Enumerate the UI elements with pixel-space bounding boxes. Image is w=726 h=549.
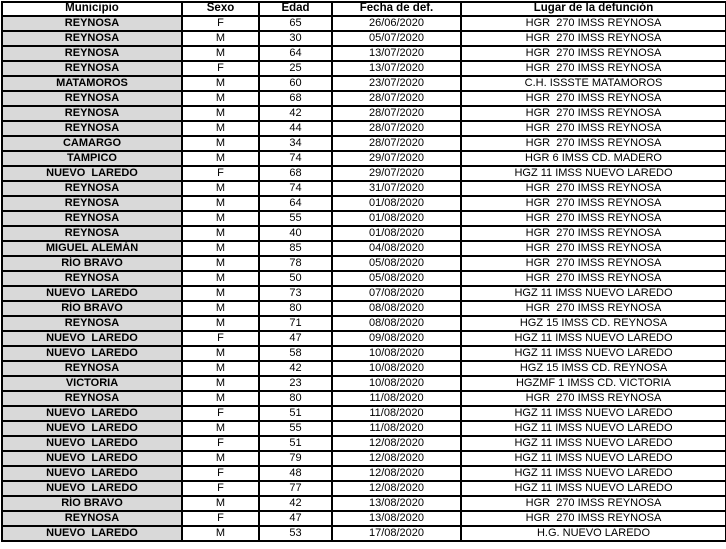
cell-fecha-def: 28/07/2020 — [332, 121, 461, 136]
cell-sexo: M — [182, 271, 259, 286]
cell-sexo: M — [182, 181, 259, 196]
cell-lugar-defuncion: HGR 6 IMSS CD. MADERO — [461, 151, 726, 166]
cell-sexo: M — [182, 316, 259, 331]
table-row — [2, 481, 726, 496]
cell-fecha-def: 11/08/2020 — [332, 406, 461, 421]
table-row — [2, 256, 726, 271]
cell-sexo: M — [182, 526, 259, 542]
cell-edad: 47 — [259, 331, 332, 346]
table-row — [2, 196, 726, 211]
cell-sexo: M — [182, 196, 259, 211]
cell-lugar-defuncion: HGR 270 IMSS REYNOSA — [461, 496, 726, 511]
cell-municipio: REYNOSA — [2, 271, 182, 286]
cell-lugar-defuncion: H.G. NUEVO LAREDO — [461, 526, 726, 542]
table-row — [2, 316, 726, 331]
cell-municipio: REYNOSA — [2, 511, 182, 526]
cell-lugar-defuncion: HGZ 11 IMSS NUEVO LAREDO — [461, 331, 726, 346]
cell-municipio: REYNOSA — [2, 46, 182, 61]
cell-lugar-defuncion: HGZ 11 IMSS NUEVO LAREDO — [461, 421, 726, 436]
cell-edad: 55 — [259, 211, 332, 226]
cell-fecha-def: 08/08/2020 — [332, 316, 461, 331]
cell-fecha-def: 28/07/2020 — [332, 136, 461, 151]
table-row — [2, 286, 726, 301]
cell-edad: 85 — [259, 241, 332, 256]
cell-edad: 74 — [259, 151, 332, 166]
cell-sexo: F — [182, 331, 259, 346]
cell-sexo: F — [182, 436, 259, 451]
cell-municipio: MATAMOROS — [2, 76, 182, 91]
cell-edad: 68 — [259, 91, 332, 106]
cell-sexo: F — [182, 481, 259, 496]
cell-lugar-defuncion: HGR 270 IMSS REYNOSA — [461, 121, 726, 136]
cell-fecha-def: 09/08/2020 — [332, 331, 461, 346]
cell-edad: 80 — [259, 391, 332, 406]
cell-edad: 77 — [259, 481, 332, 496]
cell-edad: 42 — [259, 496, 332, 511]
table-header — [2, 2, 726, 16]
cell-municipio: REYNOSA — [2, 196, 182, 211]
cell-municipio: NUEVO LAREDO — [2, 451, 182, 466]
cell-lugar-defuncion: HGZ 11 IMSS NUEVO LAREDO — [461, 406, 726, 421]
cell-sexo: M — [182, 421, 259, 436]
cell-edad: 23 — [259, 376, 332, 391]
cell-fecha-def: 26/06/2020 — [332, 16, 461, 31]
cell-sexo: M — [182, 91, 259, 106]
cell-sexo: M — [182, 391, 259, 406]
table-row — [2, 376, 726, 391]
cell-lugar-defuncion: HGZ 11 IMSS NUEVO LAREDO — [461, 436, 726, 451]
cell-municipio: REYNOSA — [2, 361, 182, 376]
cell-municipio: NUEVO LAREDO — [2, 331, 182, 346]
cell-sexo: F — [182, 466, 259, 481]
cell-sexo: F — [182, 166, 259, 181]
cell-lugar-defuncion: HGR 270 IMSS REYNOSA — [461, 211, 726, 226]
cell-municipio: REYNOSA — [2, 211, 182, 226]
cell-sexo: M — [182, 226, 259, 241]
table-row — [2, 346, 726, 361]
cell-edad: 34 — [259, 136, 332, 151]
cell-lugar-defuncion: HGR 270 IMSS REYNOSA — [461, 196, 726, 211]
table-row — [2, 31, 726, 46]
cell-fecha-def: 13/07/2020 — [332, 61, 461, 76]
cell-sexo: M — [182, 31, 259, 46]
table-row — [2, 241, 726, 256]
cell-municipio: REYNOSA — [2, 61, 182, 76]
table-row — [2, 76, 726, 91]
cell-fecha-def: 13/07/2020 — [332, 46, 461, 61]
table-row — [2, 16, 726, 31]
cell-fecha-def: 10/08/2020 — [332, 361, 461, 376]
table-row — [2, 436, 726, 451]
cell-municipio: NUEVO LAREDO — [2, 286, 182, 301]
table-row — [2, 331, 726, 346]
cell-municipio: RÍO BRAVO — [2, 256, 182, 271]
cell-fecha-def: 12/08/2020 — [332, 481, 461, 496]
cell-fecha-def: 17/08/2020 — [332, 526, 461, 542]
cell-edad: 64 — [259, 196, 332, 211]
cell-municipio: NUEVO LAREDO — [2, 481, 182, 496]
cell-municipio: REYNOSA — [2, 106, 182, 121]
table-row — [2, 361, 726, 376]
cell-edad: 79 — [259, 451, 332, 466]
cell-municipio: NUEVO LAREDO — [2, 526, 182, 542]
cell-sexo: M — [182, 346, 259, 361]
cell-lugar-defuncion: HGR 270 IMSS REYNOSA — [461, 391, 726, 406]
cell-municipio: NUEVO LAREDO — [2, 166, 182, 181]
column-header-sexo: Sexo — [182, 2, 259, 16]
cell-edad: 78 — [259, 256, 332, 271]
cell-fecha-def: 01/08/2020 — [332, 226, 461, 241]
cell-municipio: REYNOSA — [2, 91, 182, 106]
cell-lugar-defuncion: HGZ 11 IMSS NUEVO LAREDO — [461, 481, 726, 496]
cell-fecha-def: 05/07/2020 — [332, 31, 461, 46]
cell-edad: 40 — [259, 226, 332, 241]
cell-sexo: M — [182, 496, 259, 511]
cell-lugar-defuncion: HGR 270 IMSS REYNOSA — [461, 271, 726, 286]
cell-fecha-def: 05/08/2020 — [332, 256, 461, 271]
cell-sexo: F — [182, 16, 259, 31]
table-row — [2, 301, 726, 316]
cell-fecha-def: 07/08/2020 — [332, 286, 461, 301]
cell-sexo: M — [182, 256, 259, 271]
cell-fecha-def: 29/07/2020 — [332, 166, 461, 181]
cell-fecha-def: 13/08/2020 — [332, 496, 461, 511]
cell-edad: 50 — [259, 271, 332, 286]
cell-lugar-defuncion: HGR 270 IMSS REYNOSA — [461, 226, 726, 241]
table-row — [2, 136, 726, 151]
cell-municipio: RÍO BRAVO — [2, 496, 182, 511]
cell-municipio: REYNOSA — [2, 121, 182, 136]
cell-edad: 55 — [259, 421, 332, 436]
cell-edad: 71 — [259, 316, 332, 331]
cell-edad: 60 — [259, 76, 332, 91]
cell-edad: 58 — [259, 346, 332, 361]
cell-fecha-def: 23/07/2020 — [332, 76, 461, 91]
cell-municipio: TAMPICO — [2, 151, 182, 166]
table-row — [2, 391, 726, 406]
table-row — [2, 91, 726, 106]
cell-fecha-def: 04/08/2020 — [332, 241, 461, 256]
cell-municipio: REYNOSA — [2, 226, 182, 241]
table-row — [2, 151, 726, 166]
cell-municipio: REYNOSA — [2, 31, 182, 46]
cell-fecha-def: 31/07/2020 — [332, 181, 461, 196]
table-body — [2, 16, 726, 542]
cell-lugar-defuncion: HGR 270 IMSS REYNOSA — [461, 106, 726, 121]
cell-edad: 42 — [259, 361, 332, 376]
cell-lugar-defuncion: HGZ 11 IMSS NUEVO LAREDO — [461, 346, 726, 361]
cell-lugar-defuncion: HGR 270 IMSS REYNOSA — [461, 16, 726, 31]
cell-sexo: M — [182, 121, 259, 136]
cell-municipio: REYNOSA — [2, 16, 182, 31]
cell-edad: 80 — [259, 301, 332, 316]
cell-edad: 25 — [259, 61, 332, 76]
cell-municipio: NUEVO LAREDO — [2, 466, 182, 481]
cell-sexo: M — [182, 301, 259, 316]
cell-lugar-defuncion: HGZ 11 IMSS NUEVO LAREDO — [461, 286, 726, 301]
cell-sexo: F — [182, 511, 259, 526]
column-header-edad: Edad — [259, 2, 332, 16]
cell-municipio: NUEVO LAREDO — [2, 406, 182, 421]
cell-edad: 30 — [259, 31, 332, 46]
cell-sexo: F — [182, 61, 259, 76]
cell-lugar-defuncion: HGR 270 IMSS REYNOSA — [461, 91, 726, 106]
cell-fecha-def: 01/08/2020 — [332, 211, 461, 226]
cell-municipio: NUEVO LAREDO — [2, 421, 182, 436]
cell-lugar-defuncion: HGR 270 IMSS REYNOSA — [461, 61, 726, 76]
cell-lugar-defuncion: HGZMF 1 IMSS CD. VICTORIA — [461, 376, 726, 391]
cell-edad: 68 — [259, 166, 332, 181]
cell-fecha-def: 28/07/2020 — [332, 91, 461, 106]
cell-municipio: VICTORIA — [2, 376, 182, 391]
cell-fecha-def: 05/08/2020 — [332, 271, 461, 286]
cell-municipio: RÍO BRAVO — [2, 301, 182, 316]
cell-fecha-def: 13/08/2020 — [332, 511, 461, 526]
cell-fecha-def: 10/08/2020 — [332, 346, 461, 361]
cell-edad: 51 — [259, 406, 332, 421]
cell-sexo: F — [182, 406, 259, 421]
header-row — [2, 2, 726, 16]
cell-edad: 47 — [259, 511, 332, 526]
cell-sexo: M — [182, 76, 259, 91]
cell-municipio: REYNOSA — [2, 181, 182, 196]
cell-lugar-defuncion: HGR 270 IMSS REYNOSA — [461, 256, 726, 271]
cell-sexo: M — [182, 241, 259, 256]
cell-edad: 51 — [259, 436, 332, 451]
cell-municipio: CAMARGO — [2, 136, 182, 151]
table-row — [2, 166, 726, 181]
cell-lugar-defuncion: C.H. ISSSTE MATAMOROS — [461, 76, 726, 91]
cell-fecha-def: 11/08/2020 — [332, 391, 461, 406]
cell-sexo: M — [182, 376, 259, 391]
cell-fecha-def: 12/08/2020 — [332, 451, 461, 466]
deaths-table — [1, 1, 726, 542]
cell-sexo: M — [182, 451, 259, 466]
cell-lugar-defuncion: HGR 270 IMSS REYNOSA — [461, 511, 726, 526]
table-row — [2, 106, 726, 121]
cell-fecha-def: 28/07/2020 — [332, 106, 461, 121]
cell-lugar-defuncion: HGZ 11 IMSS NUEVO LAREDO — [461, 466, 726, 481]
table-row — [2, 421, 726, 436]
cell-fecha-def: 12/08/2020 — [332, 466, 461, 481]
table-row — [2, 406, 726, 421]
cell-lugar-defuncion: HGZ 15 IMSS CD. REYNOSA — [461, 316, 726, 331]
cell-municipio: REYNOSA — [2, 391, 182, 406]
cell-municipio: REYNOSA — [2, 316, 182, 331]
cell-edad: 44 — [259, 121, 332, 136]
cell-municipio: NUEVO LAREDO — [2, 436, 182, 451]
cell-sexo: M — [182, 286, 259, 301]
table-row — [2, 121, 726, 136]
table-row — [2, 466, 726, 481]
cell-lugar-defuncion: HGR 270 IMSS REYNOSA — [461, 136, 726, 151]
table-row — [2, 46, 726, 61]
table-row — [2, 181, 726, 196]
cell-edad: 64 — [259, 46, 332, 61]
cell-sexo: M — [182, 46, 259, 61]
cell-edad: 65 — [259, 16, 332, 31]
cell-lugar-defuncion: HGZ 11 IMSS NUEVO LAREDO — [461, 451, 726, 466]
cell-lugar-defuncion: HGR 270 IMSS REYNOSA — [461, 181, 726, 196]
cell-edad: 53 — [259, 526, 332, 542]
cell-sexo: M — [182, 136, 259, 151]
column-header-fecha-def: Fecha de def. — [332, 2, 461, 16]
cell-edad: 73 — [259, 286, 332, 301]
table-row — [2, 511, 726, 526]
cell-fecha-def: 10/08/2020 — [332, 376, 461, 391]
cell-fecha-def: 29/07/2020 — [332, 151, 461, 166]
cell-sexo: M — [182, 211, 259, 226]
cell-lugar-defuncion: HGR 270 IMSS REYNOSA — [461, 301, 726, 316]
column-header-municipio: Municipio — [2, 2, 182, 16]
cell-edad: 42 — [259, 106, 332, 121]
cell-edad: 48 — [259, 466, 332, 481]
table-row — [2, 451, 726, 466]
cell-fecha-def: 08/08/2020 — [332, 301, 461, 316]
cell-lugar-defuncion: HGZ 15 IMSS CD. REYNOSA — [461, 361, 726, 376]
cell-lugar-defuncion: HGR 270 IMSS REYNOSA — [461, 31, 726, 46]
table-row — [2, 211, 726, 226]
cell-municipio: MIGUEL ALEMÁN — [2, 241, 182, 256]
cell-fecha-def: 12/08/2020 — [332, 436, 461, 451]
cell-lugar-defuncion: HGZ 11 IMSS NUEVO LAREDO — [461, 166, 726, 181]
table-row — [2, 271, 726, 286]
cell-fecha-def: 01/08/2020 — [332, 196, 461, 211]
cell-fecha-def: 11/08/2020 — [332, 421, 461, 436]
cell-municipio: NUEVO LAREDO — [2, 346, 182, 361]
table-row — [2, 496, 726, 511]
table-row — [2, 61, 726, 76]
column-header-lugar-defuncion: Lugar de la defunción — [461, 2, 726, 16]
table-row — [2, 226, 726, 241]
cell-sexo: M — [182, 361, 259, 376]
cell-sexo: M — [182, 106, 259, 121]
cell-sexo: M — [182, 151, 259, 166]
cell-edad: 74 — [259, 181, 332, 196]
cell-lugar-defuncion: HGR 270 IMSS REYNOSA — [461, 241, 726, 256]
cell-lugar-defuncion: HGR 270 IMSS REYNOSA — [461, 46, 726, 61]
table-row — [2, 526, 726, 542]
